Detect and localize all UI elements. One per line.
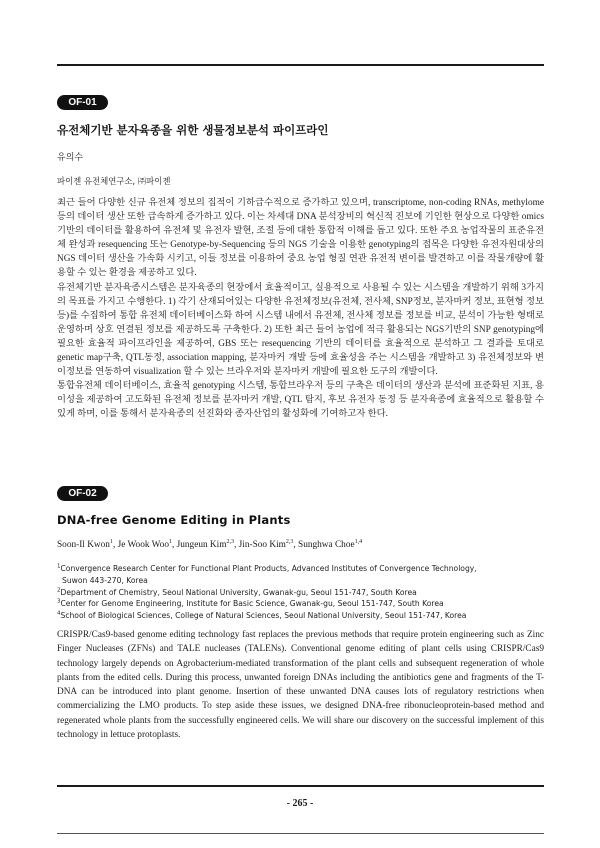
abstract-badge-of-01: OF-01 xyxy=(57,95,108,110)
author-list-of-02 xyxy=(57,540,362,550)
affiliation-text: Department of Chemistry, Seoul National University, Gwanak-gu, Seoul 151-747, South Korea xyxy=(60,587,417,597)
affiliation-mark: 4 xyxy=(57,610,61,617)
footer-rule xyxy=(57,833,544,834)
top-rule xyxy=(57,64,544,66)
affiliation-mark: 2 xyxy=(57,587,61,594)
abstract-title-of-02: DNA-free Genome Editing in Plants xyxy=(57,513,291,527)
author-separator: , xyxy=(171,540,177,550)
author-separator: , xyxy=(112,540,118,550)
abstract-badge-of-02: OF-02 xyxy=(57,486,108,501)
affiliation-mark: 3 xyxy=(57,598,61,605)
affiliation-text: Center for Genome Engineering, Institute for Basic Science, Gwanak-gu, Seoul 151-747, South Korea xyxy=(60,599,444,609)
affiliation-item xyxy=(57,610,544,622)
author-name: Je Wook Woo xyxy=(117,540,169,550)
author-name: Jungeun Kim xyxy=(176,540,227,550)
author-name: Soon-Il Kwon xyxy=(57,540,110,550)
abstract-paragraph: 통합유전체 데이터베이스, 효율적 genotyping 시스템, 통합브라우저 등의 구축은 데이터의 생산과 분석에 표준화된 지표, 용이성을 제공하여 고도화된 유전체 정보를 분자마커 개발, QTL 탐지, 후보 유전자 동정 등 분자육종에 효율적으로 활용할 수 있게 하며, 이를 통해서 분자육종의 선진화와 종자산업의 활성화에 기여하고자 한다. xyxy=(57,381,544,420)
author-separator: , xyxy=(293,540,299,550)
bottom-rule xyxy=(57,785,544,787)
author-affiliation-mark: 1 xyxy=(109,538,113,545)
page-number: - 265 - xyxy=(286,798,314,809)
author-separator: , xyxy=(233,540,239,550)
affiliation-list-of-02 xyxy=(57,563,544,622)
affiliation-text: School of Biological Sciences, College of Natural Sciences, Seoul National University, Seoul 151-747, Korea xyxy=(60,611,467,621)
affiliation-item-continuation: Suwon 443-270, Korea xyxy=(62,575,148,585)
author-affiliation-mark: 1,4 xyxy=(354,538,363,545)
author-affiliation-mark: 2,3 xyxy=(226,538,234,545)
author-line-of-01: 유의수 xyxy=(57,153,84,163)
affiliation-item xyxy=(57,563,544,575)
abstract-paragraph: 최근 들어 다양한 신규 유전체 정보의 집적이 기하급수적으로 증가하고 있으며, transcriptome, non-coding RNAs, methylome 등의 데이터 생산 또한 급속하게 증가하고 있다. 이는 차세대 DNA 분석장비의 혁신적 진보에 기인한 현상으로 다양한 omics기반의 데이터를 활용하여 유전체 및 유전자 발현, 조절 등에 대한 통합적 이해를 돕고 있다. 또한 주요 농업작물의 표준유전체 완성과 resequencing 또는 Genotype-by-Sequencing 등의 NGS 기술을 이용한 genotyping의 접목은 다양한 유전자원대상의 NGS 데이터 생산을 가속화 시키고, 이들 정보를 이용하여 중요 농업 형질 연관 유전적 변이를 발견하고 이를 작물개량에 활용할 수 있는 환경을 제공하고 있다. xyxy=(57,198,544,279)
author-affiliation-mark: 2,3 xyxy=(285,538,294,545)
abstract-paragraph: 유전체기반 분자육종시스템은 분자육종의 현장에서 효율적이고, 실용적으로 사용될 수 있는 시스템을 개발하기 위해 3가지의 목표를 가지고 수행한다. 1) 각기 산재되어있는 다양한 유전체정보(유전체, 전사체, SNP정보, 분자마커 정보, 표현형 정보 등)를 수집하여 통합 유전체 데이터베이스화 하여 시스템 내에서 유전체, 전사체 정보를 정보를 비교, 분석이 가능한 형태로 운영하며 상호 연결된 정보를 제공하도록 구축한다. 2) 또한 최근 들어 농업에 적극 활용되는 NGS기반의 SNP genotyping에 필요한 효율적 파이프라인을 제공하여, GBS 또는 resequencing 기반의 데이터를 효율적으로 분석하고 그 결과를 토대로 genetic map구축, QTL동정, association mapping, 분자마커 개발 등에 효율성을 주는 시스템을 개발하고 3) 유전체정보와 변이정보를 연동하여 visualization 할 수 있는 브라우저와 분자마커 개발에 필요한 도구의 개발이다. xyxy=(57,282,544,378)
affiliation-item xyxy=(57,598,544,610)
affiliation-mark: 1 xyxy=(57,563,61,570)
abstract-paragraph: CRISPR/Cas9-based genome editing technology fast replaces the previous methods that require protein engineering such as Zinc Finger Nucleases (ZFNs) and TALE nucleases (TALENs). Conventional genome editing of plant cells using CRISPR/Cas9 technology largely depends on Agrobacterium-mediated transformation of the plant cells and subsequent regeneration of whole plants from the edited cells. During this process, unwanted foreign DNAs including the antibiotics gene and fragments of the T-DNA can be introduced into plant genome. Insertion of these unwanted DNA causes lots of regulatory restrictions when commercializing the LMO products. To step aside these issues, we designed DNA-free ribonucleoprotein-based method and regenerated whole plants from the successfully engineered cells. We will share our discovery on the successful implement of this technology in lettuce protoplasts. xyxy=(57,630,544,741)
author-name: Sunghwa Choe xyxy=(298,540,355,550)
author-affiliation-mark: 1 xyxy=(168,538,172,545)
affiliation-text: Convergence Research Center for Functional Plant Products, Advanced Institutes of Convergence Technology, xyxy=(60,564,477,573)
affiliation-item xyxy=(57,587,544,599)
abstract-body-of-01 xyxy=(57,196,544,422)
affiliation-line-of-01: 파이젠 유전체연구소, ㈜파이젠 xyxy=(57,176,171,186)
abstract-body-of-02 xyxy=(57,628,544,742)
abstract-title-of-01: 유전체기반 분자육종을 위한 생물정보분석 파이프라인 xyxy=(57,123,329,137)
author-name: Jin-Soo Kim xyxy=(238,540,286,550)
